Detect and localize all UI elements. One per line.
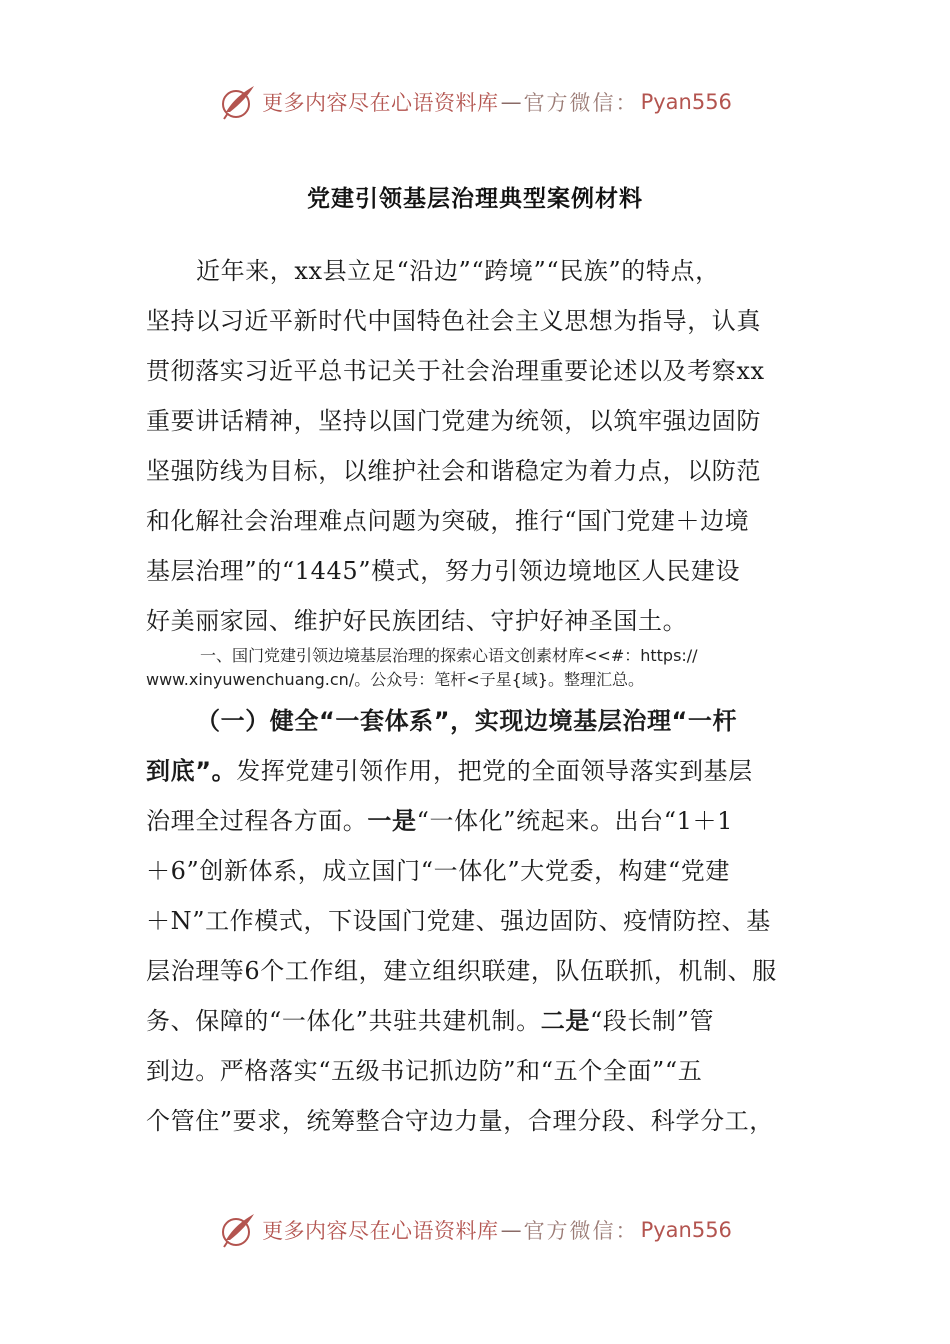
body-line bbox=[146, 1006, 714, 1036]
document-title: 党建引领基层治理典型案例材料 bbox=[307, 186, 643, 212]
banner-wechat-id: Pyan556 bbox=[640, 90, 732, 114]
body-line: ＋6”创新体系，成立国门“一体化”大党委，构建“党建 bbox=[146, 857, 730, 885]
banner-text: 更多内容尽在心语资料库 bbox=[262, 91, 499, 115]
intro-line: 重要讲话精神，坚持以国门党建为统领，以筑牢强边固防 bbox=[146, 407, 761, 435]
footer-banner bbox=[0, 1208, 950, 1252]
point-label-one: 一是 bbox=[367, 807, 417, 835]
body-line bbox=[146, 806, 733, 836]
section-heading bbox=[196, 706, 737, 736]
intro-line: 和化解社会治理难点问题为突破，推行“国门党建＋边境 bbox=[146, 507, 750, 535]
banner-dash: — bbox=[500, 90, 522, 114]
body-text: 务、保障的“一体化”共驻共建机制。 bbox=[146, 1007, 541, 1035]
header-banner bbox=[0, 80, 950, 124]
quill-pen-logo-icon bbox=[218, 82, 258, 122]
intro-line: 近年来，xx县立足“沿边”“跨境”“民族”的特点， bbox=[196, 257, 720, 285]
body-text: 治理全过程各方面。 bbox=[146, 807, 368, 835]
source-note-line: www.xinyuwenchuang.cn/。公众号：笔杆<子星{域}。整理汇总。 bbox=[146, 670, 644, 689]
section-heading-end: 到底”。 bbox=[146, 757, 237, 785]
intro-line: 坚强防线为目标，以维护社会和谐稳定为着力点，以防范 bbox=[146, 457, 761, 485]
intro-line: 坚持以习近平新时代中国特色社会主义思想为指导，认真 bbox=[146, 307, 761, 335]
point-label-two: 二是 bbox=[540, 1007, 590, 1035]
banner-text: 更多内容尽在心语资料库 bbox=[262, 1219, 499, 1243]
source-note-line: 一、国门党建引领边境基层治理的探索心语文创素材库<<#：https:// bbox=[200, 646, 698, 665]
intro-line: 贯彻落实习近平总书记关于社会治理重要论述以及考察xx bbox=[146, 357, 765, 385]
body-text: 发挥党建引领作用，把党的全面领导落实到基层 bbox=[236, 757, 753, 785]
intro-line: 基层治理”的“1445”模式，努力引领边境地区人民建设 bbox=[146, 557, 741, 585]
banner-wechat-label: 官方微信： bbox=[523, 91, 639, 115]
body-line: 个管住”要求，统筹整合守边力量，合理分段、科学分工， bbox=[146, 1107, 774, 1135]
body-line: 层治理等6个工作组，建立组织联建，队伍联抓，机制、服 bbox=[146, 957, 777, 985]
body-line: ＋N”工作模式，下设国门党建、强边固防、疫情防控、基 bbox=[146, 907, 771, 935]
intro-line: 好美丽家园、维护好民族团结、守护好神圣国土。 bbox=[146, 607, 688, 635]
body-text: “段长制”管 bbox=[589, 1007, 715, 1035]
banner-dash: — bbox=[500, 1218, 522, 1242]
section-heading-text: （一）健全“一套体系”，实现边境基层治理“一杆 bbox=[196, 707, 738, 735]
banner-wechat-label: 官方微信： bbox=[523, 1219, 639, 1243]
body-line: 到边。严格落实“五级书记抓边防”和“五个全面”“五 bbox=[146, 1057, 703, 1085]
banner-wechat-id: Pyan556 bbox=[640, 1218, 732, 1242]
body-text: “一体化”统起来。出台“1＋1 bbox=[416, 807, 733, 835]
quill-pen-logo-icon bbox=[218, 1210, 258, 1250]
body-line bbox=[146, 756, 753, 786]
